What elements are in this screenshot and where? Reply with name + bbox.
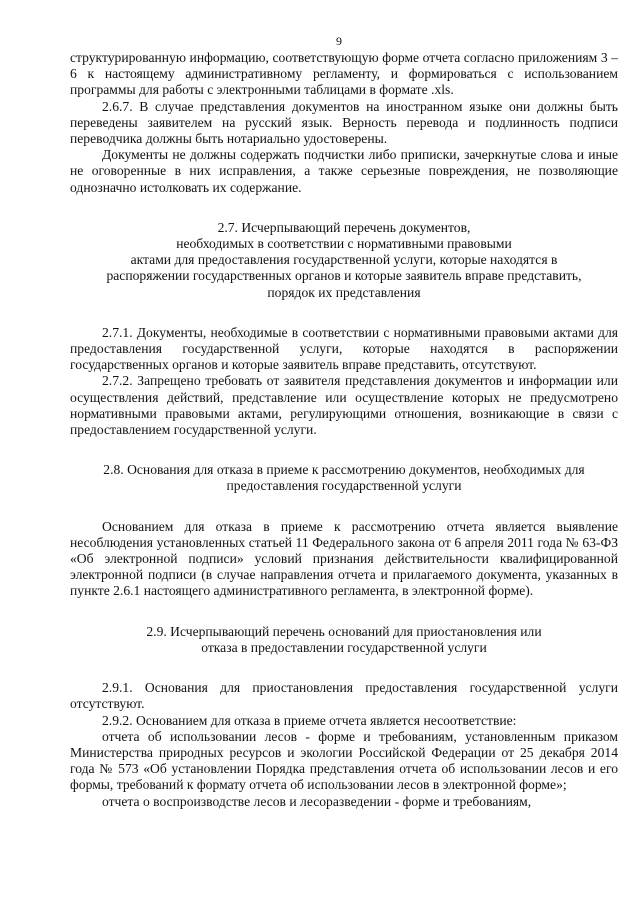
section-heading-2-7 bbox=[70, 220, 618, 301]
paragraph-continuation: структурированную информацию, соответствующую форме отчета согласно приложениям 3 – 6 к настоящему административному регламенту, и формироваться с использованием программы для работы с электронными таблицами в формате .xls. bbox=[70, 50, 618, 98]
paragraph-2-8: Основанием для отказа в приеме к рассмотрению отчета является выявление несоблюдения установленных статьей 11 Федерального закона от 6 апреля 2011 года № 63-ФЗ «Об электронной подписи» условий признания действительности квалифицированной электронной подписи (в случае направления отчета и прилагаемого документа, указанных в пункте 2.6.1 настоящего административного регламента, в электронной форме). bbox=[70, 518, 618, 599]
heading-line: распоряжении государственных органов и которые заявитель вправе представить, bbox=[106, 268, 582, 284]
paragraph-2-9-2-reproduction-report: отчета о воспроизводстве лесов и лесоразведении - форме и требованиям, bbox=[102, 793, 532, 809]
section-heading-2-9 bbox=[70, 624, 618, 656]
paragraph-2-9-2-forest-use-report: отчета об использовании лесов - форме и требованиям, установленным приказом Министерства природных ресурсов и экологии Российской Федерации от 25 декабря 2014 года № 573 «Об установлении Порядка представления отчета об использовании лесов и его формы, требований к формату отчета об использовании лесов в электронной форме»; bbox=[70, 728, 618, 793]
paragraph-2-7-1: 2.7.1. Документы, необходимые в соответствии с нормативными правовыми актами для предоставления государственной услуги, которые находятся в распоряжении государственных органов и которые заявитель вправе представить, отсутствуют. bbox=[70, 324, 618, 373]
heading-line: 2.9. Исчерпывающий перечень оснований для приостановления или bbox=[146, 623, 542, 639]
paragraph-2-9-2: 2.9.2. Основанием для отказа в приеме отчета является несоответствие: bbox=[102, 712, 517, 728]
heading-line: 2.8. Основания для отказа в приеме к рассмотрению документов, необходимых для bbox=[103, 462, 585, 478]
heading-line: отказа в предоставлении государственной услуги bbox=[201, 639, 487, 655]
paragraph-2-9-1: 2.9.1. Основания для приостановления предоставления государственной услуги отсутствуют. bbox=[70, 680, 618, 712]
page-number: 9 bbox=[336, 34, 342, 48]
heading-line: 2.7. Исчерпывающий перечень документов, bbox=[217, 219, 471, 235]
heading-line: предоставления государственной услуги bbox=[226, 478, 462, 494]
paragraph-2-7-2: 2.7.2. Запрещено требовать от заявителя представления документов и информации или осуществления действий, представление или осуществление которых не предусмотрено нормативными правовыми актами, регулирующими отношения, возникающие в связи с предоставлением государственной услуги. bbox=[70, 373, 618, 438]
paragraph-documents-requirements: Документы не должны содержать подчистки либо приписки, зачеркнутые слова и иные не оговоренные в них исправления, а также серьезные повреждения, не позволяющие однозначно истолковать их содержание. bbox=[70, 147, 618, 195]
heading-line: порядок их представления bbox=[267, 284, 421, 300]
section-heading-2-8 bbox=[70, 462, 618, 494]
heading-line: актами для предоставления государственной услуги, которые находятся в bbox=[130, 252, 558, 268]
heading-line: необходимых в соответствии с нормативными правовыми bbox=[176, 236, 512, 252]
paragraph-2-6-7: 2.6.7. В случае представления документов на иностранном языке они должны быть переведены заявителем на русский язык. Верность перевода и подлинность подписи переводчика должны быть нотариально удостоверены. bbox=[70, 98, 618, 147]
